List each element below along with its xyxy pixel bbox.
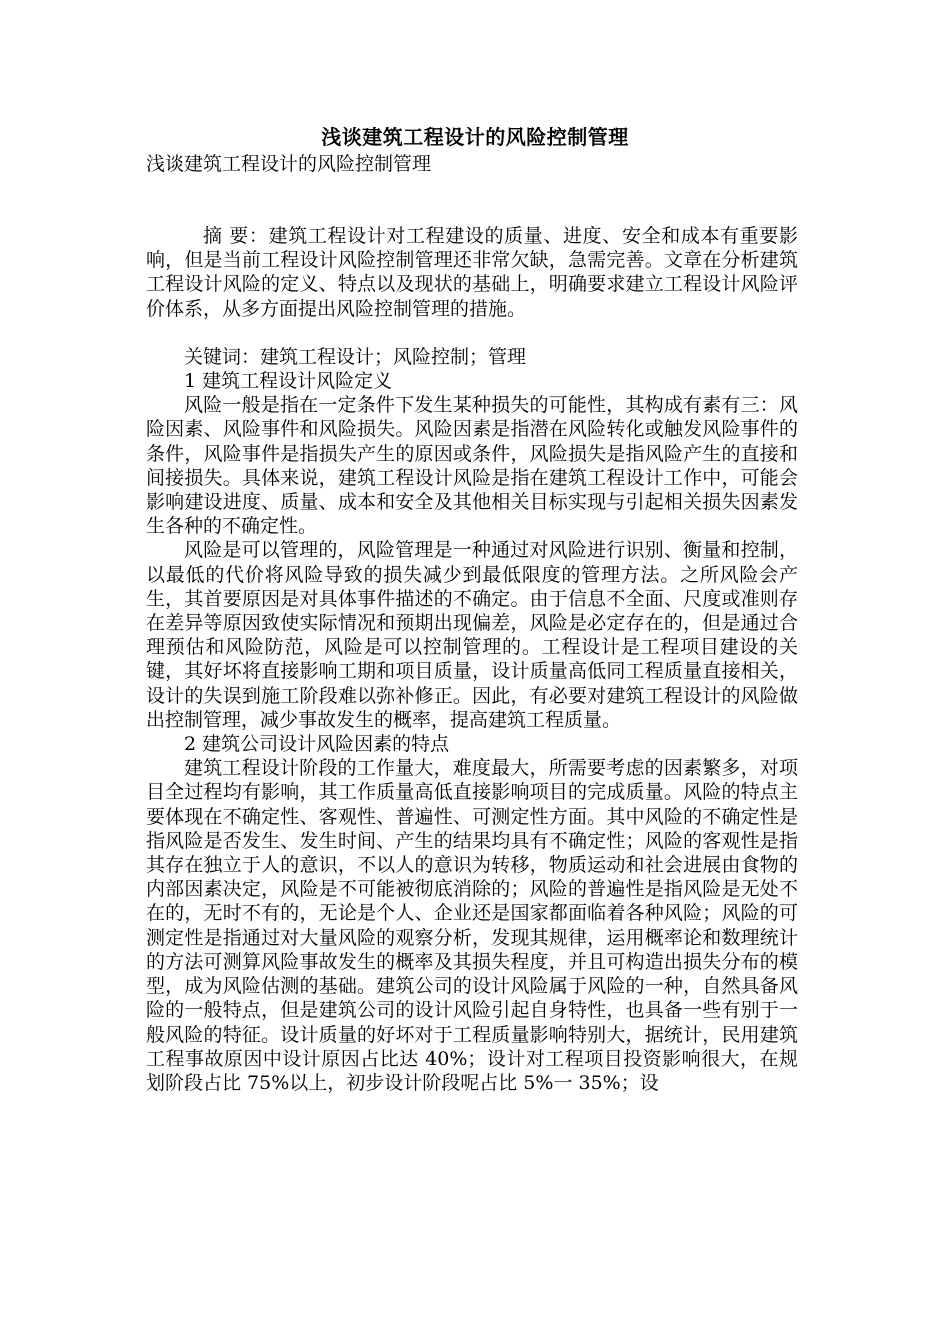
document-body bbox=[146, 200, 798, 1095]
section1-paragraph-1: 风险一般是指在一定条件下发生某种损失的可能性，其构成有素有三：风险因素、风险事件和风险损失。风险因素是指潜在风险转化或触发风险事件的条件，风险事件是指损失产生的原因或条件，风险损失是指风险产生的直接和间接损失。具体来说，建筑工程设计风险是指在建筑工程设计工作中，可能会影响建设进度、质量、成本和安全及其他相关目标实现与引起相关损失因素发生各种的不确定性。 bbox=[146, 394, 798, 538]
spacer bbox=[146, 200, 798, 224]
spacer bbox=[146, 321, 798, 345]
section2-paragraph-1: 建筑工程设计阶段的工作量大，难度最大，所需要考虑的因素繁多，对项目全过程均有影响，其工作质量高低直接影响项目的完成质量。风险的特点主要体现在不确定性、客观性、普遍性、可测定性方面。其中风险的不确定性是指风险是否发生、发生时间、产生的结果均具有不确定性；风险的客观性是指其存在独立于人的意识，不以人的意识为转移，物质运动和社会进展由食物的内部因素决定，风险是不可能被彻底消除的；风险的普遍性是指风险是无处不在的，无时不有的，无论是个人、企业还是国家都面临着各种风险；风险的可测定性是指通过对大量风险的观察分析，发现其规律，运用概率论和数理统计的方法可测算风险事故发生的概率及其损失程度，并且可构造出损失分布的模型，成为风险估测的基础。建筑公司的设计风险属于风险的一种，自然具备风险的一般特点，但是建筑公司的设计风险引起自身特性，也具备一些有别于一般风险的特征。设计质量的好坏对于工程质量影响特别大，据统计，民用建筑工程事故原因中设计原因占比达 40%；设计对工程项目投资影响很大，在规划阶段占比 75%以上，初步设计阶段呢占比 5%一 35%；设 bbox=[146, 757, 798, 1094]
keywords-line: 关键词：建筑工程设计；风险控制；管理 bbox=[184, 345, 527, 368]
section-heading-2: 2 建筑公司设计风险因素的特点 bbox=[184, 733, 450, 756]
document-subtitle: 浅谈建筑工程设计的风险控制管理 bbox=[146, 153, 432, 175]
section1-paragraph-2: 风险是可以管理的，风险管理是一种通过对风险进行识别、衡量和控制，以最低的代价将风险导致的损失减少到最低限度的管理方法。之所风险会产生，其首要原因是对具体事件描述的不确定。由于信息不全面、尺度或准则存在差异等原因致使实际情况和预期出现偏差，风险是必定存在的，但是通过合理预估和风险防范，风险是可以控制管理的。工程设计是工程项目建设的关键，其好坏将直接影响工期和项目质量，设计质量高低同工程质量直接相关，设计的失误到施工阶段难以弥补修正。因此，有必要对建筑工程设计的风险做出控制管理，减少事故发生的概率，提高建筑工程质量。 bbox=[146, 539, 798, 731]
abstract-paragraph: 摘 要：建筑工程设计对工程建设的质量、进度、安全和成本有重要影响，但是当前工程设计风险控制管理还非常欠缺，急需完善。文章在分析建筑工程设计风险的定义、特点以及现状的基础上，明确要求建立工程设计风险评价体系，从多方面提出风险控制管理的措施。 bbox=[146, 225, 798, 320]
section-heading-1: 1 建筑工程设计风险定义 bbox=[184, 370, 393, 393]
document-title: 浅谈建筑工程设计的风险控制管理 bbox=[321, 125, 629, 149]
